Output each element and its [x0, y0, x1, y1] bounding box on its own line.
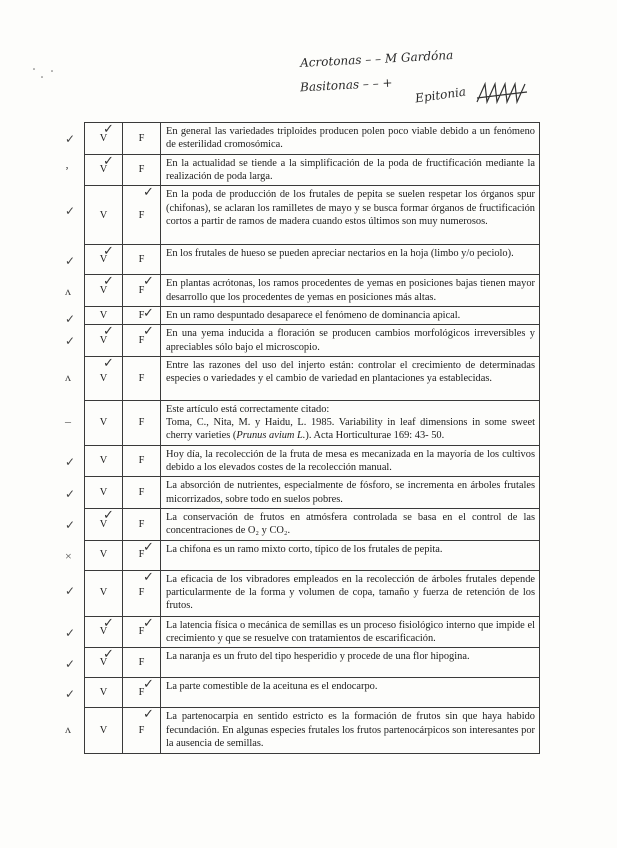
false-option[interactable]: F ✓ — [123, 540, 161, 570]
false-option[interactable]: F — [123, 400, 161, 445]
margin-mark: ✓ — [65, 253, 76, 268]
true-option[interactable]: V ✓ ✓ — [85, 123, 123, 155]
true-option[interactable]: V ✓ ✓ — [85, 325, 123, 357]
statement-text: La absorción de nutrientes, especialmente de fósforo, se incrementa en árboles frutales micorrizados, sobre todo en suelos pobres. — [161, 477, 540, 509]
false-option[interactable]: F — [123, 356, 161, 400]
citation-species: Prunus avium L. — [236, 430, 306, 442]
check-icon: ✓ — [143, 273, 154, 289]
question-row — [85, 708, 540, 754]
check-icon: ✓ — [103, 243, 114, 259]
statement-text: En la actualidad se tiende a la simplificación de la poda de fructificación mediante la realización de poda larga. — [161, 154, 540, 186]
statement-text — [161, 400, 540, 445]
statement-text: En general las variedades triploides producen polen poco viable debido a un fenómeno de esterilidad cromosómica. — [161, 123, 540, 155]
question-row — [85, 648, 540, 678]
question-row — [85, 570, 540, 616]
statement-text: En la poda de producción de los frutales de pepita se suelen respetar los órganos spur (chifonas), se aclaran los ramilletes de mayo y se busca formar órganos de fructificación cortos a partir de ramos de madera cuando estos últimos son muy numerosos. — [161, 186, 540, 245]
statement-text: En un ramo despuntado desaparece el fenómeno de dominancia apical. — [161, 306, 540, 324]
statement-text: En los frutales de hueso se pueden apreciar nectarios en la hoja (limbo y/o peciolo). — [161, 245, 540, 275]
margin-mark: ✓ — [65, 686, 76, 701]
check-icon: ✓ — [103, 323, 114, 339]
true-false-table — [65, 121, 540, 754]
true-option[interactable]: V ✓ — [85, 678, 123, 708]
true-option[interactable]: V ✓ ✓ — [85, 648, 123, 678]
check-icon: ✓ — [143, 304, 154, 320]
check-icon: ✓ — [103, 507, 114, 522]
false-option[interactable]: F — [123, 123, 161, 155]
true-option[interactable]: V ✓ — [85, 445, 123, 477]
margin-mark: ʌ — [65, 369, 71, 384]
statement-text: La chifona es un ramo mixto corto, típico de los frutales de pepita. — [161, 540, 540, 570]
margin-mark: – — [65, 413, 71, 428]
check-icon: ✓ — [143, 323, 154, 339]
true-option[interactable]: V ✓ — [85, 186, 123, 245]
question-row — [85, 325, 540, 357]
margin-mark: ✓ — [65, 584, 76, 599]
false-option[interactable]: F — [123, 477, 161, 509]
false-option[interactable]: F — [123, 445, 161, 477]
check-icon: ✓ — [143, 538, 154, 554]
check-icon: ✓ — [143, 568, 154, 584]
check-icon: ✓ — [143, 614, 154, 630]
check-icon: ✓ — [143, 184, 154, 200]
statement-text: La latencia física o mecánica de semillas es un proceso fisiológico interno que impide el crecimiento y que se resuelve con tratamientos de escarificación. — [161, 616, 540, 648]
question-row — [85, 186, 540, 245]
question-row — [85, 678, 540, 708]
margin-mark: ✓ — [65, 656, 76, 671]
margin-mark: ʌ — [65, 284, 71, 299]
margin-mark: ʌ — [65, 721, 71, 736]
citation-journal: ). Acta Horticulturae 169: 43- 50. — [305, 430, 445, 442]
false-option[interactable]: F ✓ — [123, 708, 161, 754]
check-icon: ✓ — [103, 646, 114, 662]
handwritten-note-basitonas: Basitonas – – + — [299, 75, 393, 95]
check-icon: ✓ — [143, 676, 154, 692]
question-row — [85, 616, 540, 648]
true-option[interactable]: V ʌ ✓ — [85, 275, 123, 307]
margin-mark: ✓ — [65, 132, 76, 147]
true-option[interactable]: V ʌ ✓ — [85, 356, 123, 400]
scribble-mark — [475, 78, 535, 108]
question-row — [85, 445, 540, 477]
true-option[interactable]: V ✓ ✓ — [85, 509, 123, 541]
false-option[interactable]: F — [123, 509, 161, 541]
question-row — [85, 356, 540, 400]
true-option[interactable]: V – — [85, 400, 123, 445]
true-option[interactable]: V ✓ — [85, 477, 123, 509]
check-icon: ✓ — [103, 614, 114, 630]
margin-mark: ✓ — [65, 203, 76, 218]
question-row — [85, 400, 540, 445]
false-option[interactable]: F — [123, 154, 161, 186]
check-icon: ✓ — [103, 354, 114, 370]
margin-mark: ✓ — [65, 334, 76, 349]
question-row — [85, 306, 540, 324]
statement-text: La conservación de frutos en atmósfera controlada se basa en el control de las concentraciones de O₂ y CO₂. — [161, 509, 540, 541]
true-option[interactable]: V ✓ ✓ — [85, 245, 123, 275]
citation-intro: Este artículo está correctamente citado: — [166, 403, 330, 415]
false-option[interactable]: F ✓ — [123, 678, 161, 708]
true-option[interactable]: V ʼ ✓ — [85, 154, 123, 186]
citation-body: Toma, C., Nita, M. y Haidu, L. 1985. Variability in leaf dimensions in some sweet cherry varieties ( — [166, 417, 535, 442]
false-option[interactable]: F — [123, 648, 161, 678]
false-option[interactable]: F ✓ — [123, 616, 161, 648]
false-option[interactable]: F ✓ — [123, 570, 161, 616]
statement-text: Hoy día, la recolección de la fruta de mesa es mecanizada en la mayoría de los cultivos debido a los elevados costes de la recolección manual. — [161, 445, 540, 477]
check-icon: ✓ — [143, 706, 154, 722]
margin-mark: × — [65, 549, 72, 564]
statement-text: En plantas acrótonas, los ramos procedentes de yemas en posiciones bajas tienen mayor desarrollo que los procedentes de yemas en posiciones más altas. — [161, 275, 540, 307]
true-option[interactable]: V ✓ — [85, 306, 123, 324]
question-row — [85, 477, 540, 509]
false-option[interactable]: F ✓ — [123, 306, 161, 324]
false-option[interactable]: F ✓ — [123, 186, 161, 245]
question-row — [85, 123, 540, 155]
margin-mark: ✓ — [65, 454, 76, 469]
handwritten-note-epitonia: Epitonia — [414, 84, 467, 106]
margin-mark: ʼ — [65, 163, 69, 178]
false-option[interactable]: F ✓ — [123, 275, 161, 307]
true-option[interactable]: V ʌ — [85, 708, 123, 754]
handwritten-note-acrotonas: Acrotonas – – M Gardóna — [299, 47, 454, 71]
true-option[interactable]: V ✓ — [85, 570, 123, 616]
check-icon: ✓ — [103, 273, 114, 289]
question-row — [85, 509, 540, 541]
statement-text: La naranja es un fruto del tipo hesperidio y procede de una flor hipogina. — [161, 648, 540, 678]
true-option[interactable]: V ✓ ✓ — [85, 616, 123, 648]
false-option[interactable]: F ✓ — [123, 325, 161, 357]
statement-text: La parte comestible de la aceituna es el endocarpo. — [161, 678, 540, 708]
statement-text: Entre las razones del uso del injerto están: controlar el crecimiento de determinadas especies o variedades y el cambio de variedad en plantaciones ya establecidas. — [161, 356, 540, 400]
margin-mark: ✓ — [65, 625, 76, 640]
question-row — [85, 275, 540, 307]
false-option[interactable]: F — [123, 245, 161, 275]
statement-text: La partenocarpia en sentido estricto es la formación de frutos sin que haya habido fecundación. En algunas especies frutales los frutos partenocárpicos son interesantes por la ausencia de semillas. — [161, 708, 540, 754]
margin-mark: ✓ — [65, 518, 76, 533]
stray-marks — [30, 65, 60, 85]
true-option[interactable]: V × — [85, 540, 123, 570]
statement-text: La eficacia de los vibradores empleados en la recolección de árboles frutales depende particularmente de la forma y volumen de copa, tamaño y fuerza de retención de los frutos. — [161, 570, 540, 616]
margin-mark: ✓ — [65, 312, 76, 327]
margin-mark: ✓ — [65, 486, 76, 501]
check-icon: ✓ — [103, 121, 114, 136]
question-row — [85, 540, 540, 570]
check-icon: ✓ — [103, 152, 114, 168]
question-row — [85, 245, 540, 275]
statement-text: En una yema inducida a floración se producen cambios morfológicos irreversibles y apreciables sólo bajo el microscopio. — [161, 325, 540, 357]
question-row — [85, 154, 540, 186]
